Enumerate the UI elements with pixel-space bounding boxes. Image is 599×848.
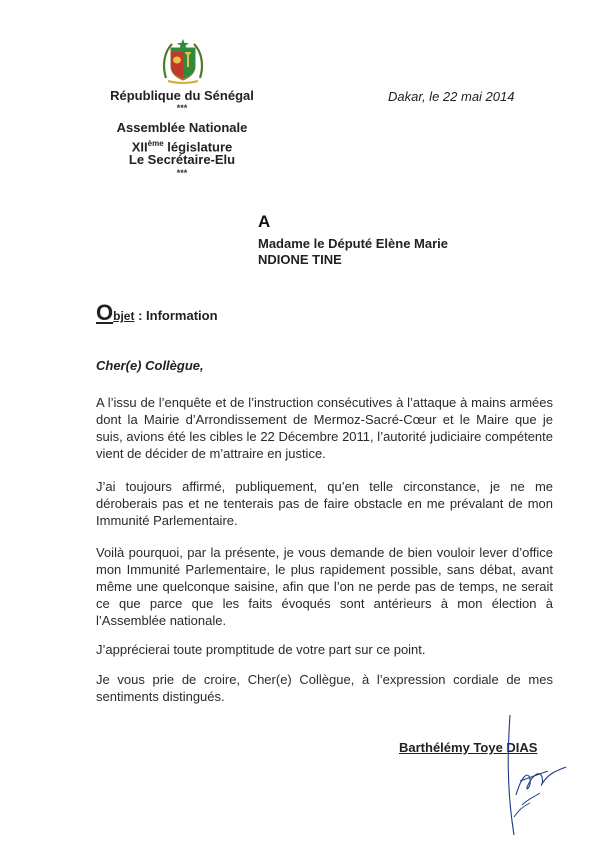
body-paragraph-4: J’apprécierai toute promptitude de votre part sur ce point. xyxy=(96,642,426,657)
country-name: République du Sénégal xyxy=(110,88,254,103)
salutation: Cher(e) Collègue, xyxy=(96,358,204,373)
legislature-word: législature xyxy=(163,139,233,155)
legislature-number: XII xyxy=(131,139,148,155)
subject-text: : Information xyxy=(134,308,218,323)
assembly-name: Assemblée Nationale xyxy=(116,120,248,135)
signer-name: Barthélémy Toye DIAS xyxy=(399,740,538,755)
role-title: Le Secrétaire-Elu xyxy=(128,152,236,167)
subject-line xyxy=(96,300,218,326)
recipient-prefix: A xyxy=(258,212,271,231)
stars-separator-2: *** xyxy=(176,168,188,178)
legislature-superscript: ème xyxy=(147,139,164,148)
body-paragraph-3: Voilà pourquoi, par la présente, je vous demande de bien vouloir lever d’office mon Immunité Parlementaire, le plus rapidement possible, sans débat, avant même une quelconque saisine, afin que l’on ne perde pas de temps, ne serait ce que parce que les faits évoqués sont antérieurs à mon élection à l’Assemblée nationale. xyxy=(96,545,553,628)
subject-word: bjet xyxy=(113,309,135,323)
recipient-line-2: NDIONE TINE xyxy=(258,252,342,267)
recipient-line-1: Madame le Député Elène Marie xyxy=(258,236,449,251)
body-paragraph-1: A l’issu de l’enquête et de l’instruction consécutives à l’attaque à mains armées dont la Mairie d’Arrondissement de Mermoz-Sacré-Cœur et le Maire que je suis, avions été les cibles le 22 Décembre 2011, l’autorité judiciaire compétente vient de décider de m’attraire en justice. xyxy=(96,395,553,461)
body-paragraph-5: Je vous prie de croire, Cher(e) Collègue, à l’expression cordiale de mes sentiments distingués. xyxy=(96,672,553,704)
letter-date: Dakar, le 22 mai 2014 xyxy=(388,89,515,104)
subject-initial: O xyxy=(96,300,114,325)
coat-of-arms-emblem xyxy=(160,38,206,84)
stars-separator: *** xyxy=(176,103,188,113)
body-paragraph-2: J’ai toujours affirmé, publiquement, qu’en telle circonstance, je ne me déroberais pas et ne tenterais pas de faire obstacle en me prévalant de mon Immunité Parlementaire. xyxy=(96,479,553,528)
handwritten-signature xyxy=(470,715,580,845)
